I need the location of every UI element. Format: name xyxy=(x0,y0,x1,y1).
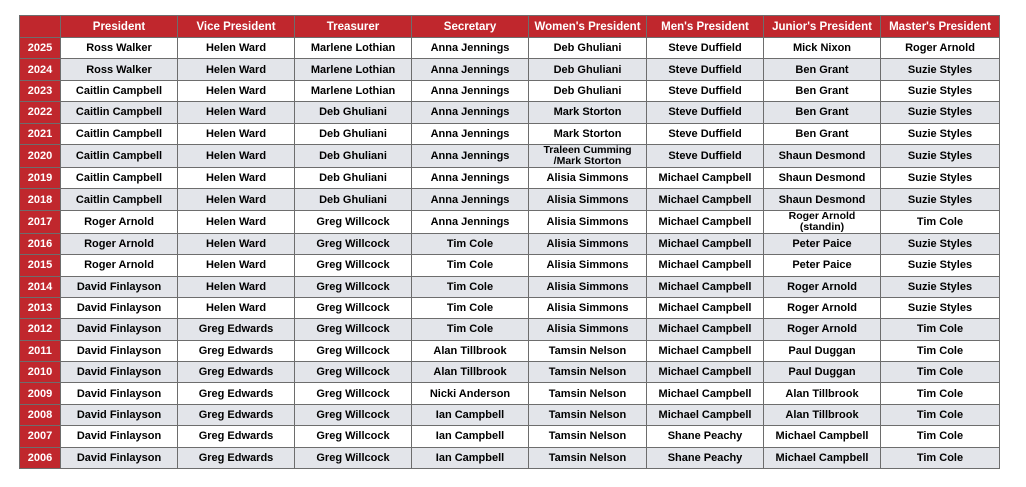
secretary-cell: Anna Jennings xyxy=(412,144,529,167)
juniors-president-cell: Alan Tillbrook xyxy=(764,404,881,425)
president-cell: David Finlayson xyxy=(61,340,178,361)
table-row xyxy=(20,38,1000,59)
secretary-cell: Ian Campbell xyxy=(412,404,529,425)
juniors-president-cell: Michael Campbell xyxy=(764,426,881,447)
secretary-cell: Alan Tillbrook xyxy=(412,340,529,361)
juniors-president-cell: Shaun Desmond xyxy=(764,144,881,167)
treasurer-cell: Deb Ghuliani xyxy=(295,123,412,144)
table-row xyxy=(20,297,1000,318)
table-row xyxy=(20,404,1000,425)
year-cell: 2017 xyxy=(20,210,61,233)
secretary-cell: Anna Jennings xyxy=(412,167,529,188)
secretary-cell: Tim Cole xyxy=(412,233,529,254)
president-cell: David Finlayson xyxy=(61,426,178,447)
year-cell: 2009 xyxy=(20,383,61,404)
womens-president-cell: Tamsin Nelson xyxy=(529,383,647,404)
juniors-president-cell: Roger Arnold (standin) xyxy=(764,210,881,233)
treasurer-cell: Greg Willcock xyxy=(295,362,412,383)
secretary-cell: Anna Jennings xyxy=(412,38,529,59)
president-cell: David Finlayson xyxy=(61,297,178,318)
masters-president-cell: Tim Cole xyxy=(881,210,1000,233)
secretary-cell: Tim Cole xyxy=(412,276,529,297)
treasurer-cell: Deb Ghuliani xyxy=(295,189,412,210)
masters-president-cell: Tim Cole xyxy=(881,319,1000,340)
secretary-cell: Anna Jennings xyxy=(412,189,529,210)
juniors-president-cell: Shaun Desmond xyxy=(764,167,881,188)
table-body xyxy=(20,38,1000,469)
womens-president-cell: Alisia Simmons xyxy=(529,233,647,254)
year-cell: 2021 xyxy=(20,123,61,144)
vice-president-cell: Helen Ward xyxy=(178,38,295,59)
vice-president-cell: Greg Edwards xyxy=(178,404,295,425)
secretary-cell: Anna Jennings xyxy=(412,59,529,80)
president-cell: David Finlayson xyxy=(61,383,178,404)
treasurer-cell: Greg Willcock xyxy=(295,426,412,447)
year-cell: 2024 xyxy=(20,59,61,80)
masters-president-cell: Suzie Styles xyxy=(881,189,1000,210)
mens-president-cell: Michael Campbell xyxy=(647,276,764,297)
treasurer-cell: Deb Ghuliani xyxy=(295,102,412,123)
table-row xyxy=(20,233,1000,254)
treasurer-cell: Greg Willcock xyxy=(295,297,412,318)
masters-president-cell: Suzie Styles xyxy=(881,167,1000,188)
masters-president-cell: Tim Cole xyxy=(881,447,1000,468)
table-row xyxy=(20,80,1000,101)
mens-president-cell: Michael Campbell xyxy=(647,362,764,383)
womens-president-cell: Tamsin Nelson xyxy=(529,362,647,383)
vice-president-cell: Helen Ward xyxy=(178,189,295,210)
table-row xyxy=(20,319,1000,340)
table-row xyxy=(20,144,1000,167)
masters-president-cell: Suzie Styles xyxy=(881,80,1000,101)
juniors-president-cell: Ben Grant xyxy=(764,102,881,123)
president-cell: David Finlayson xyxy=(61,447,178,468)
vice-president-cell: Helen Ward xyxy=(178,233,295,254)
table-row xyxy=(20,447,1000,468)
secretary-cell: Anna Jennings xyxy=(412,80,529,101)
womens-president-cell: Alisia Simmons xyxy=(529,189,647,210)
mens-president-cell: Michael Campbell xyxy=(647,255,764,276)
womens-president-cell: Alisia Simmons xyxy=(529,319,647,340)
vice-president-cell: Helen Ward xyxy=(178,276,295,297)
header-treasurer: Treasurer xyxy=(295,16,412,38)
table-row xyxy=(20,276,1000,297)
treasurer-cell: Greg Willcock xyxy=(295,340,412,361)
president-cell: David Finlayson xyxy=(61,362,178,383)
treasurer-cell: Marlene Lothian xyxy=(295,80,412,101)
treasurer-cell: Greg Willcock xyxy=(295,319,412,340)
mens-president-cell: Michael Campbell xyxy=(647,233,764,254)
table-row xyxy=(20,210,1000,233)
office-bearers-table xyxy=(19,15,1000,469)
vice-president-cell: Greg Edwards xyxy=(178,447,295,468)
juniors-president-cell: Paul Duggan xyxy=(764,362,881,383)
president-cell: Roger Arnold xyxy=(61,255,178,276)
juniors-president-cell: Alan Tillbrook xyxy=(764,383,881,404)
year-cell: 2025 xyxy=(20,38,61,59)
treasurer-cell: Greg Willcock xyxy=(295,383,412,404)
mens-president-cell: Steve Duffield xyxy=(647,80,764,101)
year-cell: 2016 xyxy=(20,233,61,254)
masters-president-cell: Suzie Styles xyxy=(881,144,1000,167)
year-cell: 2018 xyxy=(20,189,61,210)
header-juniors-president: Junior's President xyxy=(764,16,881,38)
year-cell: 2015 xyxy=(20,255,61,276)
mens-president-cell: Michael Campbell xyxy=(647,167,764,188)
masters-president-cell: Tim Cole xyxy=(881,340,1000,361)
vice-president-cell: Helen Ward xyxy=(178,123,295,144)
vice-president-cell: Helen Ward xyxy=(178,102,295,123)
masters-president-cell: Roger Arnold xyxy=(881,38,1000,59)
masters-president-cell: Suzie Styles xyxy=(881,297,1000,318)
treasurer-cell: Greg Willcock xyxy=(295,447,412,468)
mens-president-cell: Steve Duffield xyxy=(647,38,764,59)
mens-president-cell: Steve Duffield xyxy=(647,123,764,144)
vice-president-cell: Greg Edwards xyxy=(178,340,295,361)
president-cell: Caitlin Campbell xyxy=(61,144,178,167)
secretary-cell: Tim Cole xyxy=(412,319,529,340)
masters-president-cell: Tim Cole xyxy=(881,404,1000,425)
masters-president-cell: Suzie Styles xyxy=(881,255,1000,276)
treasurer-cell: Marlene Lothian xyxy=(295,38,412,59)
womens-president-cell: Tamsin Nelson xyxy=(529,340,647,361)
masters-president-cell: Tim Cole xyxy=(881,426,1000,447)
treasurer-cell: Deb Ghuliani xyxy=(295,144,412,167)
juniors-president-cell: Peter Paice xyxy=(764,233,881,254)
womens-president-cell: Alisia Simmons xyxy=(529,276,647,297)
vice-president-cell: Helen Ward xyxy=(178,80,295,101)
year-cell: 2023 xyxy=(20,80,61,101)
masters-president-cell: Tim Cole xyxy=(881,383,1000,404)
year-cell: 2010 xyxy=(20,362,61,383)
table-row xyxy=(20,167,1000,188)
vice-president-cell: Helen Ward xyxy=(178,144,295,167)
womens-president-cell: Deb Ghuliani xyxy=(529,80,647,101)
header-womens-president: Women's President xyxy=(529,16,647,38)
treasurer-cell: Marlene Lothian xyxy=(295,59,412,80)
year-cell: 2006 xyxy=(20,447,61,468)
mens-president-cell: Steve Duffield xyxy=(647,102,764,123)
secretary-cell: Tim Cole xyxy=(412,297,529,318)
table-row xyxy=(20,340,1000,361)
year-cell: 2013 xyxy=(20,297,61,318)
year-cell: 2014 xyxy=(20,276,61,297)
header-vice-president: Vice President xyxy=(178,16,295,38)
vice-president-cell: Helen Ward xyxy=(178,167,295,188)
president-cell: Caitlin Campbell xyxy=(61,189,178,210)
table-row xyxy=(20,59,1000,80)
table-row xyxy=(20,189,1000,210)
office-bearers-table-container xyxy=(19,15,999,469)
mens-president-cell: Michael Campbell xyxy=(647,189,764,210)
treasurer-cell: Deb Ghuliani xyxy=(295,167,412,188)
womens-president-cell: Mark Storton xyxy=(529,102,647,123)
juniors-president-cell: Peter Paice xyxy=(764,255,881,276)
treasurer-cell: Greg Willcock xyxy=(295,233,412,254)
president-cell: David Finlayson xyxy=(61,276,178,297)
year-cell: 2020 xyxy=(20,144,61,167)
year-cell: 2008 xyxy=(20,404,61,425)
treasurer-cell: Greg Willcock xyxy=(295,404,412,425)
masters-president-cell: Suzie Styles xyxy=(881,102,1000,123)
president-cell: David Finlayson xyxy=(61,319,178,340)
header-secretary: Secretary xyxy=(412,16,529,38)
president-cell: Roger Arnold xyxy=(61,210,178,233)
juniors-president-cell: Roger Arnold xyxy=(764,319,881,340)
year-cell: 2012 xyxy=(20,319,61,340)
table-row xyxy=(20,123,1000,144)
womens-president-cell: Alisia Simmons xyxy=(529,167,647,188)
juniors-president-cell: Roger Arnold xyxy=(764,276,881,297)
vice-president-cell: Helen Ward xyxy=(178,210,295,233)
masters-president-cell: Suzie Styles xyxy=(881,59,1000,80)
treasurer-cell: Greg Willcock xyxy=(295,255,412,276)
juniors-president-cell: Shaun Desmond xyxy=(764,189,881,210)
masters-president-cell: Suzie Styles xyxy=(881,233,1000,254)
table-row xyxy=(20,362,1000,383)
secretary-cell: Anna Jennings xyxy=(412,123,529,144)
year-cell: 2019 xyxy=(20,167,61,188)
year-cell: 2022 xyxy=(20,102,61,123)
juniors-president-cell: Roger Arnold xyxy=(764,297,881,318)
table-row xyxy=(20,426,1000,447)
header-year xyxy=(20,16,61,38)
president-cell: Caitlin Campbell xyxy=(61,80,178,101)
president-cell: Ross Walker xyxy=(61,38,178,59)
mens-president-cell: Shane Peachy xyxy=(647,447,764,468)
mens-president-cell: Michael Campbell xyxy=(647,319,764,340)
mens-president-cell: Michael Campbell xyxy=(647,383,764,404)
year-cell: 2007 xyxy=(20,426,61,447)
table-row xyxy=(20,102,1000,123)
president-cell: Caitlin Campbell xyxy=(61,167,178,188)
mens-president-cell: Michael Campbell xyxy=(647,297,764,318)
mens-president-cell: Michael Campbell xyxy=(647,404,764,425)
womens-president-cell: Tamsin Nelson xyxy=(529,426,647,447)
womens-president-cell: Alisia Simmons xyxy=(529,210,647,233)
juniors-president-cell: Ben Grant xyxy=(764,123,881,144)
masters-president-cell: Tim Cole xyxy=(881,362,1000,383)
vice-president-cell: Helen Ward xyxy=(178,255,295,276)
vice-president-cell: Helen Ward xyxy=(178,59,295,80)
masters-president-cell: Suzie Styles xyxy=(881,276,1000,297)
vice-president-cell: Greg Edwards xyxy=(178,362,295,383)
vice-president-cell: Greg Edwards xyxy=(178,383,295,404)
womens-president-cell: Traleen Cumming /Mark Storton xyxy=(529,144,647,167)
table-row xyxy=(20,255,1000,276)
secretary-cell: Nicki Anderson xyxy=(412,383,529,404)
masters-president-cell: Suzie Styles xyxy=(881,123,1000,144)
secretary-cell: Anna Jennings xyxy=(412,210,529,233)
secretary-cell: Alan Tillbrook xyxy=(412,362,529,383)
juniors-president-cell: Michael Campbell xyxy=(764,447,881,468)
mens-president-cell: Michael Campbell xyxy=(647,340,764,361)
juniors-president-cell: Mick Nixon xyxy=(764,38,881,59)
secretary-cell: Tim Cole xyxy=(412,255,529,276)
mens-president-cell: Steve Duffield xyxy=(647,144,764,167)
mens-president-cell: Shane Peachy xyxy=(647,426,764,447)
president-cell: Roger Arnold xyxy=(61,233,178,254)
header-president: President xyxy=(61,16,178,38)
womens-president-cell: Deb Ghuliani xyxy=(529,38,647,59)
womens-president-cell: Deb Ghuliani xyxy=(529,59,647,80)
treasurer-cell: Greg Willcock xyxy=(295,276,412,297)
womens-president-cell: Mark Storton xyxy=(529,123,647,144)
womens-president-cell: Alisia Simmons xyxy=(529,297,647,318)
treasurer-cell: Greg Willcock xyxy=(295,210,412,233)
year-cell: 2011 xyxy=(20,340,61,361)
mens-president-cell: Steve Duffield xyxy=(647,59,764,80)
table-header-row xyxy=(20,16,1000,38)
secretary-cell: Ian Campbell xyxy=(412,426,529,447)
vice-president-cell: Helen Ward xyxy=(178,297,295,318)
table-row xyxy=(20,383,1000,404)
womens-president-cell: Tamsin Nelson xyxy=(529,404,647,425)
president-cell: Caitlin Campbell xyxy=(61,123,178,144)
vice-president-cell: Greg Edwards xyxy=(178,426,295,447)
header-masters-president: Master's President xyxy=(881,16,1000,38)
womens-president-cell: Tamsin Nelson xyxy=(529,447,647,468)
juniors-president-cell: Paul Duggan xyxy=(764,340,881,361)
header-mens-president: Men's President xyxy=(647,16,764,38)
secretary-cell: Anna Jennings xyxy=(412,102,529,123)
mens-president-cell: Michael Campbell xyxy=(647,210,764,233)
juniors-president-cell: Ben Grant xyxy=(764,59,881,80)
juniors-president-cell: Ben Grant xyxy=(764,80,881,101)
president-cell: Ross Walker xyxy=(61,59,178,80)
secretary-cell: Ian Campbell xyxy=(412,447,529,468)
vice-president-cell: Greg Edwards xyxy=(178,319,295,340)
president-cell: David Finlayson xyxy=(61,404,178,425)
womens-president-cell: Alisia Simmons xyxy=(529,255,647,276)
president-cell: Caitlin Campbell xyxy=(61,102,178,123)
